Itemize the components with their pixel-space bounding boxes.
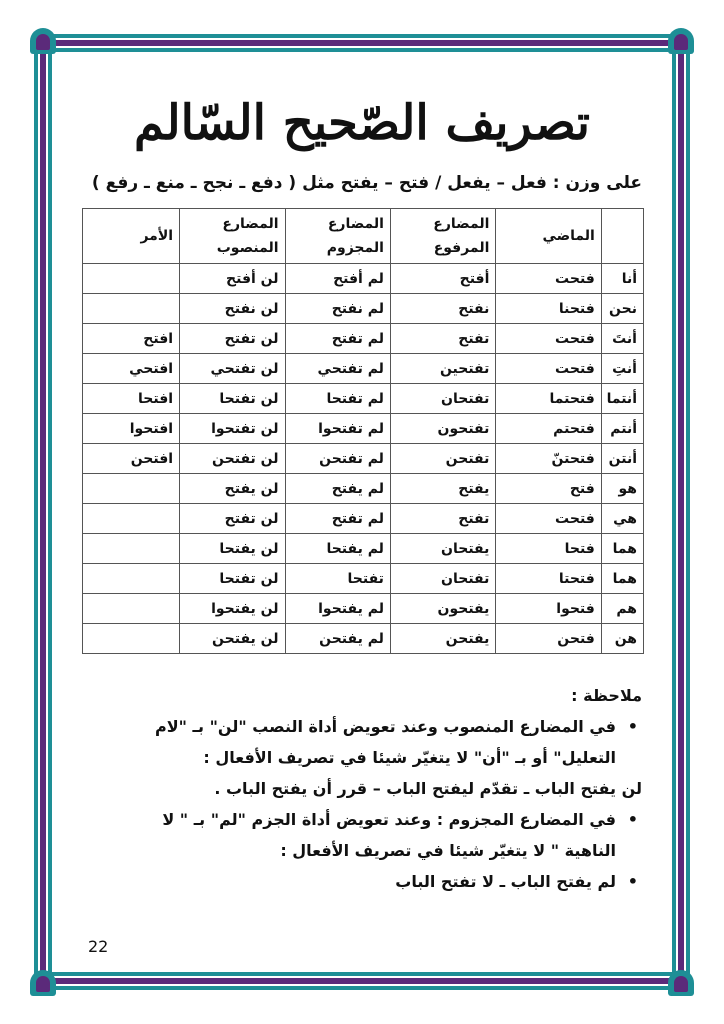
table-cell: افتحوا — [83, 414, 180, 444]
table-cell: لن يفتحا — [180, 534, 285, 564]
table-cell: تفتحا — [285, 564, 390, 594]
table-cell: لم تفتحي — [285, 354, 390, 384]
table-cell: لم تفتحن — [285, 444, 390, 474]
table-header-cell: الماضي — [496, 209, 601, 264]
table-cell: تفتحون — [390, 414, 495, 444]
table-row — [83, 534, 644, 564]
page-title: تصريف الصّحيح السّالم — [134, 95, 590, 151]
table-cell: لن تفتح — [180, 324, 285, 354]
table-cell: فتحت — [496, 324, 601, 354]
table-cell: لن يفتحوا — [180, 594, 285, 624]
table-header-cell — [601, 209, 643, 264]
table-row — [83, 474, 644, 504]
table-cell — [83, 264, 180, 294]
table-cell: هن — [601, 624, 643, 654]
conjugation-table — [82, 208, 644, 654]
table-header-cell: المضارع المجزوم — [285, 209, 390, 264]
table-cell: لم أفتح — [285, 264, 390, 294]
table-cell: لم تفتح — [285, 324, 390, 354]
table-cell: تفتحن — [390, 444, 495, 474]
table-cell — [83, 624, 180, 654]
table-cell — [83, 564, 180, 594]
notes-section — [70, 680, 642, 897]
table-cell: لم تفتحا — [285, 384, 390, 414]
table-cell: لم تفتح — [285, 504, 390, 534]
table-cell: لم يفتح — [285, 474, 390, 504]
table-cell: تفتح — [390, 324, 495, 354]
table-cell: فتحا — [496, 534, 601, 564]
table-row — [83, 324, 644, 354]
table-cell: يفتحون — [390, 594, 495, 624]
table-cell: لن تفتح — [180, 504, 285, 534]
table-cell: فتحتا — [496, 564, 601, 594]
table-cell — [83, 294, 180, 324]
table-cell: افتحن — [83, 444, 180, 474]
note-line: في المضارع المجزوم : وعند تعويض أداة الجزم "لم" بـ " لا — [162, 810, 616, 829]
table-cell: هم — [601, 594, 643, 624]
note-item — [70, 804, 642, 866]
note-item — [70, 711, 642, 773]
table-row — [83, 504, 644, 534]
table-row — [83, 354, 644, 384]
page-number: 22 — [88, 937, 109, 956]
table-cell: أنتَ — [601, 324, 643, 354]
table-cell: تفتحين — [390, 354, 495, 384]
table-cell: فتحت — [496, 354, 601, 384]
table-header-cell: المضارع المرفوع — [390, 209, 495, 264]
corner-ornament-icon — [668, 28, 694, 54]
table-cell: هما — [601, 534, 643, 564]
table-cell: لم يفتحن — [285, 624, 390, 654]
table-cell: فتحتم — [496, 414, 601, 444]
table-cell: افتحا — [83, 384, 180, 414]
page-content — [70, 60, 654, 964]
table-cell — [83, 474, 180, 504]
table-cell: هما — [601, 564, 643, 594]
bullet-icon: • — [627, 810, 638, 829]
table-cell: لن تفتحا — [180, 564, 285, 594]
notes-heading: ملاحظة : — [571, 686, 642, 705]
table-row — [83, 414, 644, 444]
table-row — [83, 594, 644, 624]
table-row — [83, 624, 644, 654]
table-cell: فتحنا — [496, 294, 601, 324]
table-cell — [83, 534, 180, 564]
table-row — [83, 384, 644, 414]
table-cell: فتح — [496, 474, 601, 504]
table-cell: هو — [601, 474, 643, 504]
table-cell — [83, 594, 180, 624]
table-cell: أنتن — [601, 444, 643, 474]
table-cell: فتحوا — [496, 594, 601, 624]
note-line: التعليل" أو بـ "أن" لا يتغيّر شيئا في تصريف الأفعال : — [203, 748, 616, 767]
table-cell: أنتما — [601, 384, 643, 414]
table-cell: أنتم — [601, 414, 643, 444]
table-cell: نحن — [601, 294, 643, 324]
table-cell: فتحتما — [496, 384, 601, 414]
table-row — [83, 264, 644, 294]
table-cell: تفتحان — [390, 384, 495, 414]
page-subtitle: على وزن : فعل – يفعل / فتح – يفتح مثل ( دفع ـ نجح ـ منع ـ رفع ) — [91, 173, 642, 193]
table-cell: أفتح — [390, 264, 495, 294]
border-bottom — [38, 972, 686, 990]
table-cell: لم يفتحوا — [285, 594, 390, 624]
note-example: لن يفتح الباب ـ تقدّم ليفتح الباب – قرر أن يفتح الباب . — [214, 779, 642, 798]
table-cell: لم نفتح — [285, 294, 390, 324]
bullet-icon: • — [627, 717, 638, 736]
table-cell: لن تفتحن — [180, 444, 285, 474]
note-line: الناهية " لا يتغيّر شيئا في تصريف الأفعال : — [280, 841, 616, 860]
table-cell: لن تفتحا — [180, 384, 285, 414]
table-header-cell: المضارع المنصوب — [180, 209, 285, 264]
border-left — [34, 38, 52, 986]
table-cell — [83, 504, 180, 534]
table-cell: تفتحان — [390, 564, 495, 594]
table-row — [83, 564, 644, 594]
table-body — [83, 264, 644, 654]
table-cell: فتحتنّ — [496, 444, 601, 474]
table-cell: لم يفتحا — [285, 534, 390, 564]
table-row — [83, 294, 644, 324]
note-line: لم يفتح الباب ـ لا تفتح الباب — [395, 872, 616, 891]
table-cell: افتح — [83, 324, 180, 354]
table-cell: لم تفتحوا — [285, 414, 390, 444]
table-cell: هي — [601, 504, 643, 534]
bullet-icon: • — [627, 872, 638, 891]
table-cell: فتحت — [496, 504, 601, 534]
table-cell: أنا — [601, 264, 643, 294]
note-line: في المضارع المنصوب وعند تعويض أداة النصب "لن" بـ "لام — [155, 717, 616, 736]
table-cell: لن نفتح — [180, 294, 285, 324]
table-cell: لن يفتح — [180, 474, 285, 504]
table-cell: يفتحان — [390, 534, 495, 564]
table-cell: أنتِ — [601, 354, 643, 384]
note-item — [70, 866, 642, 897]
table-cell: يفتحن — [390, 624, 495, 654]
table-header-cell: الأمر — [83, 209, 180, 264]
table-cell: فتحن — [496, 624, 601, 654]
corner-ornament-icon — [30, 970, 56, 996]
table-cell: فتحت — [496, 264, 601, 294]
table-cell: يفتح — [390, 474, 495, 504]
border-top — [38, 34, 686, 52]
table-cell: نفتح — [390, 294, 495, 324]
table-header-row — [83, 209, 644, 264]
corner-ornament-icon — [668, 970, 694, 996]
corner-ornament-icon — [30, 28, 56, 54]
table-cell: لن تفتحي — [180, 354, 285, 384]
table-cell: لن يفتحن — [180, 624, 285, 654]
table-cell: لن أفتح — [180, 264, 285, 294]
table-row — [83, 444, 644, 474]
table-cell: لن تفتحوا — [180, 414, 285, 444]
table-cell: تفتح — [390, 504, 495, 534]
table-cell: افتحي — [83, 354, 180, 384]
border-right — [672, 38, 690, 986]
